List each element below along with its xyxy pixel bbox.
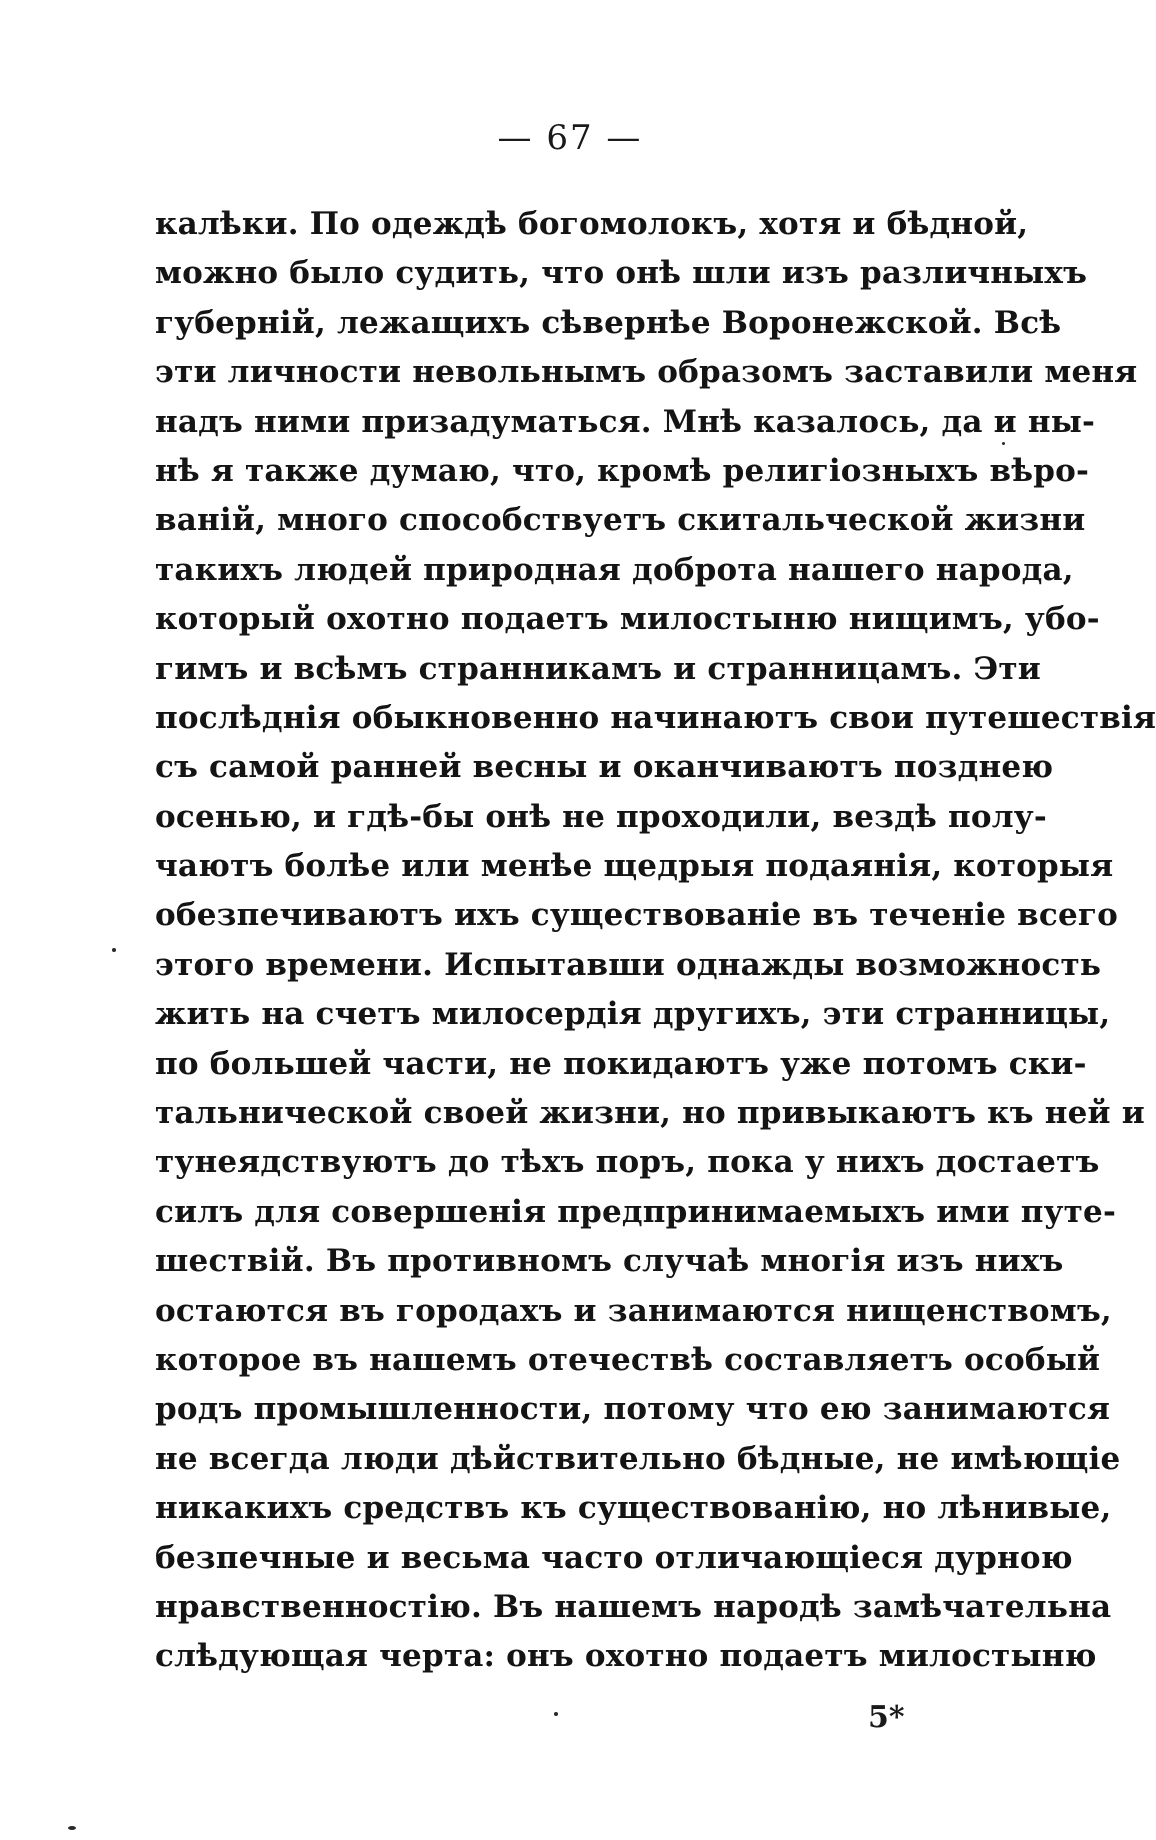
text-line: который охотно подаетъ милостыню нищимъ, убо- — [155, 601, 1100, 638]
text-line: эти личности невольнымъ образомъ заставили меня — [155, 354, 1138, 391]
text-line: силъ для совершенія предпринимаемыхъ ими путе- — [155, 1193, 1117, 1230]
text-line: безпечные и весьма часто отличающіеся дурною — [155, 1539, 1073, 1576]
text-line: этого времени. Испытавши однажды возможность — [155, 946, 1102, 983]
text-line: тунеядствуютъ до тѣхъ поръ, пока у нихъ достаетъ — [155, 1144, 1100, 1181]
scan-speck — [112, 948, 116, 952]
text-line: по большей части, не покидаютъ уже потомъ ски- — [155, 1045, 1087, 1082]
text-line: остаются въ городахъ и занимаются нищенствомъ, — [155, 1292, 1112, 1329]
text-line: послѣднія обыкновенно начинаютъ свои путешествія — [155, 699, 1156, 736]
text-line: нравственностію. Въ нашемъ народѣ замѣчательна — [155, 1588, 1112, 1625]
text-line: тальнической своей жизни, но привыкаютъ къ ней и — [155, 1095, 1145, 1132]
text-line: никакихъ средствъ къ существованію, но лѣнивые, — [155, 1490, 1112, 1527]
scan-speck — [554, 1712, 558, 1716]
text-line: шествій. Въ противномъ случаѣ многія изъ нихъ — [155, 1243, 1064, 1280]
text-line: калѣки. По одеждѣ богомолокъ, хотя и бѣдной, — [155, 206, 1029, 242]
text-line: губерній, лежащихъ сѣвернѣе Воронежской. Всѣ — [155, 304, 1062, 341]
text-line: которое въ нашемъ отечествѣ составляетъ особый — [155, 1341, 1101, 1378]
text-line: обезпечиваютъ ихъ существованіе въ теченіе всего — [155, 897, 1118, 934]
text-line: нѣ я также думаю, что, кромѣ религіозныхъ вѣро- — [155, 452, 1090, 489]
text-line: надъ ними призадуматься. Мнѣ казалось, да и ны- — [155, 403, 1096, 440]
text-line: гимъ и всѣмъ странникамъ и странницамъ. Эти — [155, 650, 1041, 687]
text-line: ваній, много способствуетъ скитальческой жизни — [155, 502, 1086, 539]
body-text — [155, 200, 1156, 1682]
page-number: — 67 — — [497, 118, 643, 158]
text-line: чаютъ болѣе или менѣе щедрыя подаянія, которыя — [155, 848, 1114, 885]
text-line: съ самой ранней весны и оканчиваютъ позднею — [155, 749, 1054, 786]
text-line: жить на счетъ милосердія другихъ, эти странницы, — [155, 996, 1111, 1033]
scan-speck — [68, 1826, 76, 1830]
text-line: не всегда люди дѣйствительно бѣдные, не имѣющіе — [155, 1440, 1121, 1477]
text-line: такихъ людей природная доброта нашего народа, — [155, 551, 1074, 588]
scan-speck — [1002, 442, 1005, 445]
printer-signature-mark: 5* — [868, 1700, 905, 1735]
text-line: осенью, и гдѣ-бы онѣ не проходили, вездѣ полу- — [155, 798, 1047, 835]
text-line: родъ промышленности, потому что ею занимаются — [155, 1391, 1111, 1428]
text-line: можно было судить, что онѣ шли изъ различныхъ — [155, 255, 1088, 292]
text-line: слѣдующая черта: онъ охотно подаетъ милостыню — [155, 1638, 1097, 1675]
